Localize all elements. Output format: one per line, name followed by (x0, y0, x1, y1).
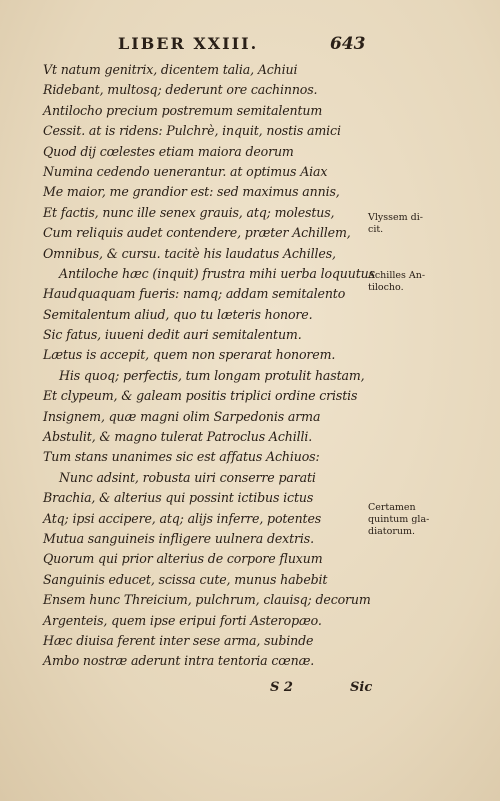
verse-line: Hæc diuisa ferent inter sese arma, subinde (43, 632, 314, 648)
signature-mark: S 2 (270, 680, 293, 695)
verse-line: His quoq; perfectis, tum longam protulit hastam, (59, 367, 365, 383)
verse-line: Sic fatus, iuueni dedit auri semitalentum. (43, 327, 302, 343)
verse-line: Quod dij cœlestes etiam maiora deorum (43, 143, 294, 159)
verse-line: Ensem hunc Threicium, pulchrum, clauisq; decorum (43, 592, 371, 608)
verse-line: Me maior, me grandior est: sed maximus annis, (43, 184, 340, 200)
verse-line: Insignem, quæ magni olim Sarpedonis arma (43, 408, 321, 424)
verse-line: Ridebant, multosq; dederunt ore cachinnos. (43, 82, 318, 98)
verse-line: Argenteis, quem ipse eripui forti Asteropæo. (43, 612, 322, 628)
marginal-note-certamen (368, 502, 478, 538)
verse-line: Vt natum genitrix, dicentem talia, Achiui (43, 62, 298, 77)
verse-line: Et factis, nunc ille senex grauis, atq; molestus, (43, 204, 335, 220)
note-line: Achilles An- (368, 270, 426, 281)
note-line: diatorum. (368, 526, 416, 537)
marginal-note-achilles (368, 270, 478, 294)
catchword: Sic (350, 680, 373, 695)
verse-line: Et clypeum, & galeam positis triplici ordine cristis (43, 388, 358, 404)
verse-line: Sanguinis educet, scissa cute, munus habebit (43, 571, 328, 587)
verse-block (43, 60, 373, 672)
verse-line: Omnibus, & cursu. tacitè his laudatus Achilles, (43, 245, 336, 261)
note-line: quintum gla- (368, 514, 430, 525)
verse-line: Tum stans unanimes sic est affatus Achiuos: (43, 449, 320, 465)
verse-line: Semitalentum aliud, quo tu læteris honore. (43, 306, 313, 322)
verse-line: Mutua sanguineis infligere uulnera dextris. (43, 530, 314, 546)
page-number: 643 (330, 34, 366, 54)
note-line: Vlyssem di- (368, 212, 423, 223)
verse-line: Cum reliquis audet contendere, præter Achillem, (43, 225, 351, 241)
verse-line: Abstulit, & magno tulerat Patroclus Achilli. (43, 429, 313, 445)
verse-line: Haudquaquam fueris: namq; addam semitalento (43, 286, 346, 302)
verse-line: Lætus is accepit, quem non sperarat honorem. (43, 347, 336, 363)
verse-line: Antilocho precium postremum semitalentum (43, 102, 323, 118)
verse-line: Nunc adsint, robusta uiri conserre parati (59, 469, 316, 485)
verse-line: Ambo nostræ aderunt intra tentoria cœnæ. (43, 653, 315, 669)
note-line: tilocho. (368, 282, 404, 293)
marginal-note-ulysses (368, 212, 478, 236)
running-head: LIBER XXIII. (118, 34, 259, 53)
verse-line: Antiloche hæc (inquit) frustra mihi uerba loquutus (59, 265, 375, 281)
verse-line: Quorum qui prior alterius de corpore fluxum (43, 551, 323, 567)
note-line: cit. (368, 224, 384, 235)
note-line: Certamen (368, 502, 416, 513)
verse-line: Cessit. at is ridens: Pulchrè, inquit, nostis amici (43, 123, 341, 139)
verse-line: Brachia, & alterius qui possint ictibus ictus (43, 490, 314, 506)
verse-line: Numina cedendo uenerantur. at optimus Aiax (43, 163, 328, 179)
verse-line: Atq; ipsi accipere, atq; alijs inferre, potentes (43, 510, 322, 526)
